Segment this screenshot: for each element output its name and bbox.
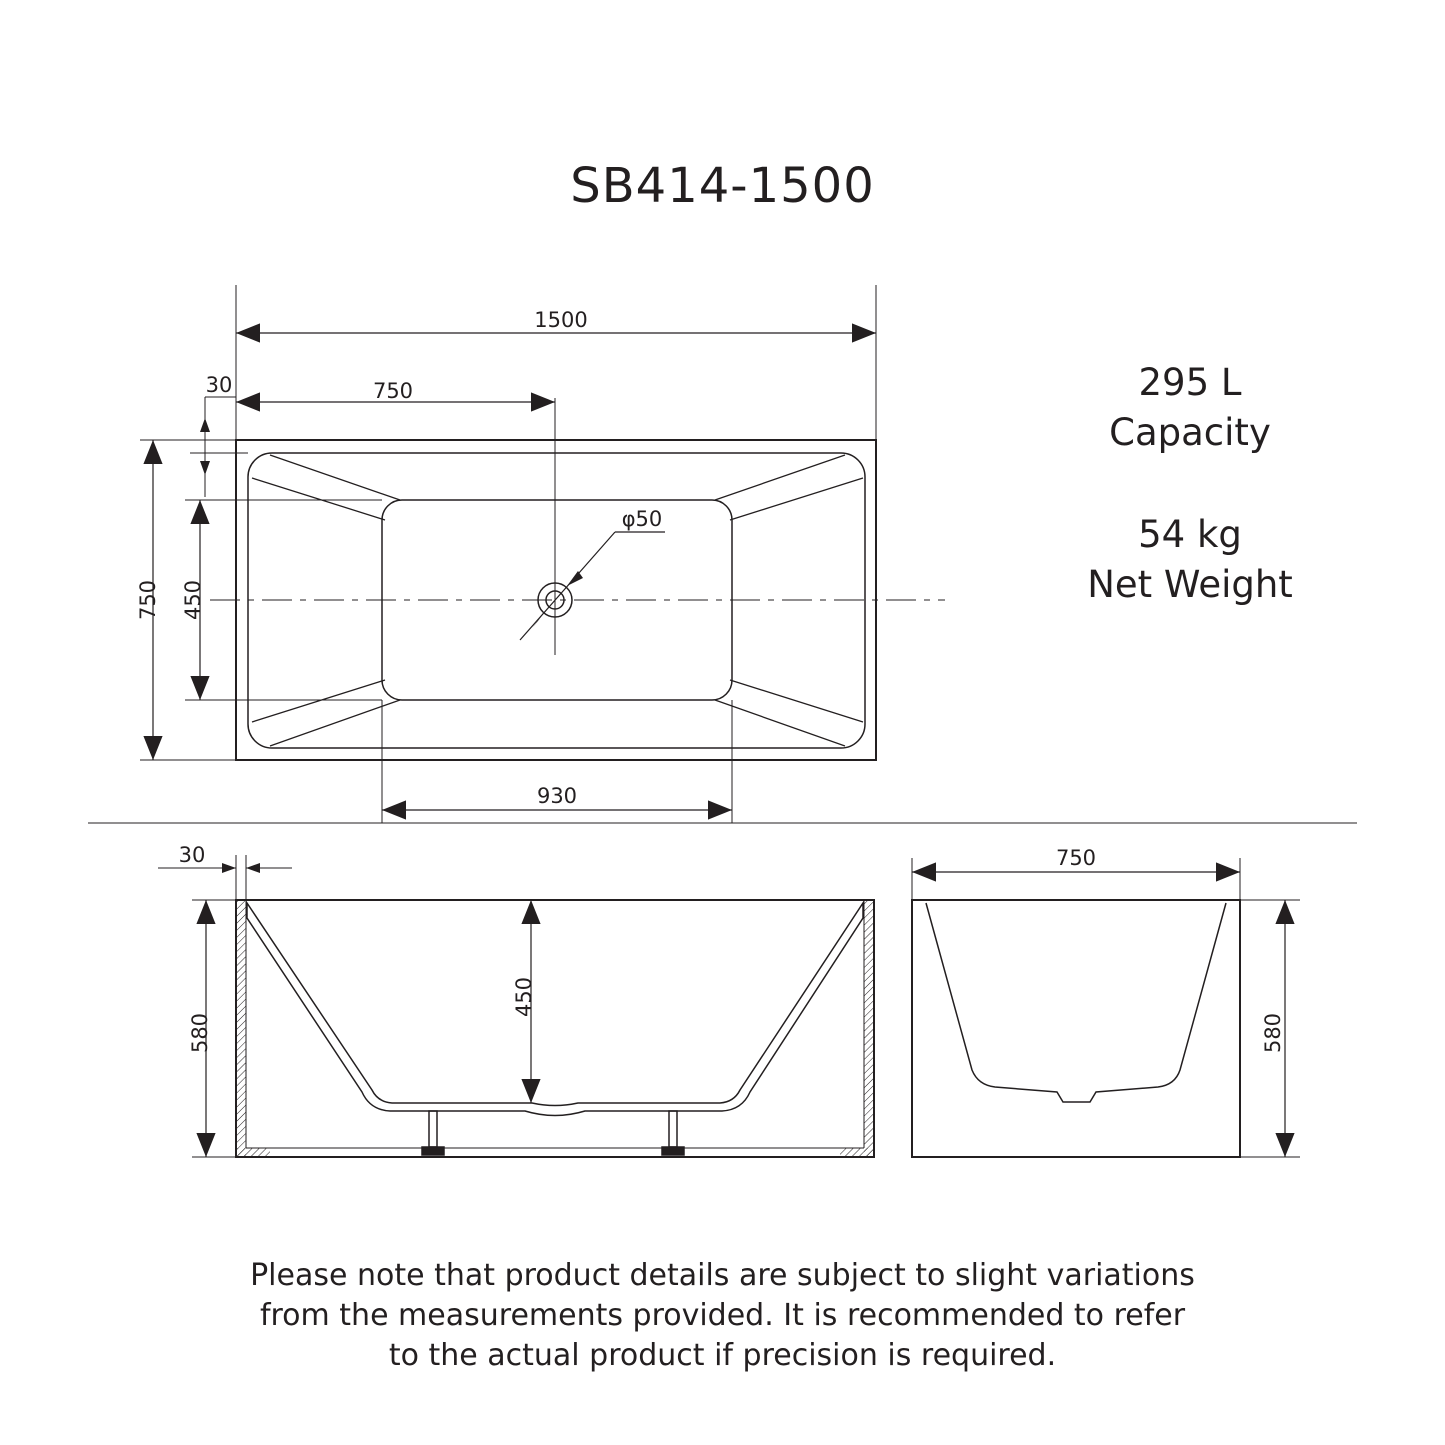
dim-inner-length: 930 bbox=[536, 784, 578, 808]
dim-top-length: 1500 bbox=[534, 308, 588, 332]
disclaimer-line-3: to the actual product if precision is required. bbox=[388, 1338, 1057, 1373]
top-view bbox=[136, 285, 945, 823]
dim-side-height: 580 bbox=[1261, 1012, 1285, 1054]
capacity-label: Capacity bbox=[1109, 411, 1271, 454]
disclaimer-line-1: Please note that product details are subject to slight variations bbox=[250, 1258, 1195, 1293]
dim-inner-width: 450 bbox=[181, 579, 205, 621]
side-basin-profile bbox=[926, 903, 1226, 1102]
dim-front-rim: 30 bbox=[178, 843, 206, 867]
weight-label: Net Weight bbox=[1087, 563, 1293, 606]
front-basin-shell bbox=[247, 903, 863, 1116]
capacity-value: 295 L bbox=[1138, 361, 1242, 404]
dim-drain-diameter: φ50 bbox=[621, 507, 663, 531]
dim-top-rim: 30 bbox=[205, 373, 233, 397]
weight-value: 54 kg bbox=[1138, 513, 1242, 556]
dim-side-width: 750 bbox=[1055, 846, 1097, 870]
front-view bbox=[158, 843, 874, 1157]
disclaimer-note bbox=[150, 1256, 1295, 1376]
side-view bbox=[912, 846, 1300, 1157]
dim-front-height: 580 bbox=[188, 1012, 212, 1054]
dim-drain-position: 750 bbox=[372, 379, 414, 403]
dim-front-depth: 450 bbox=[512, 976, 536, 1018]
dim-top-width: 750 bbox=[136, 579, 160, 621]
drain-leader bbox=[520, 532, 615, 640]
disclaimer-line-2: from the measurements provided. It is recommended to refer bbox=[259, 1298, 1186, 1333]
model-title: SB414-1500 bbox=[570, 158, 875, 214]
